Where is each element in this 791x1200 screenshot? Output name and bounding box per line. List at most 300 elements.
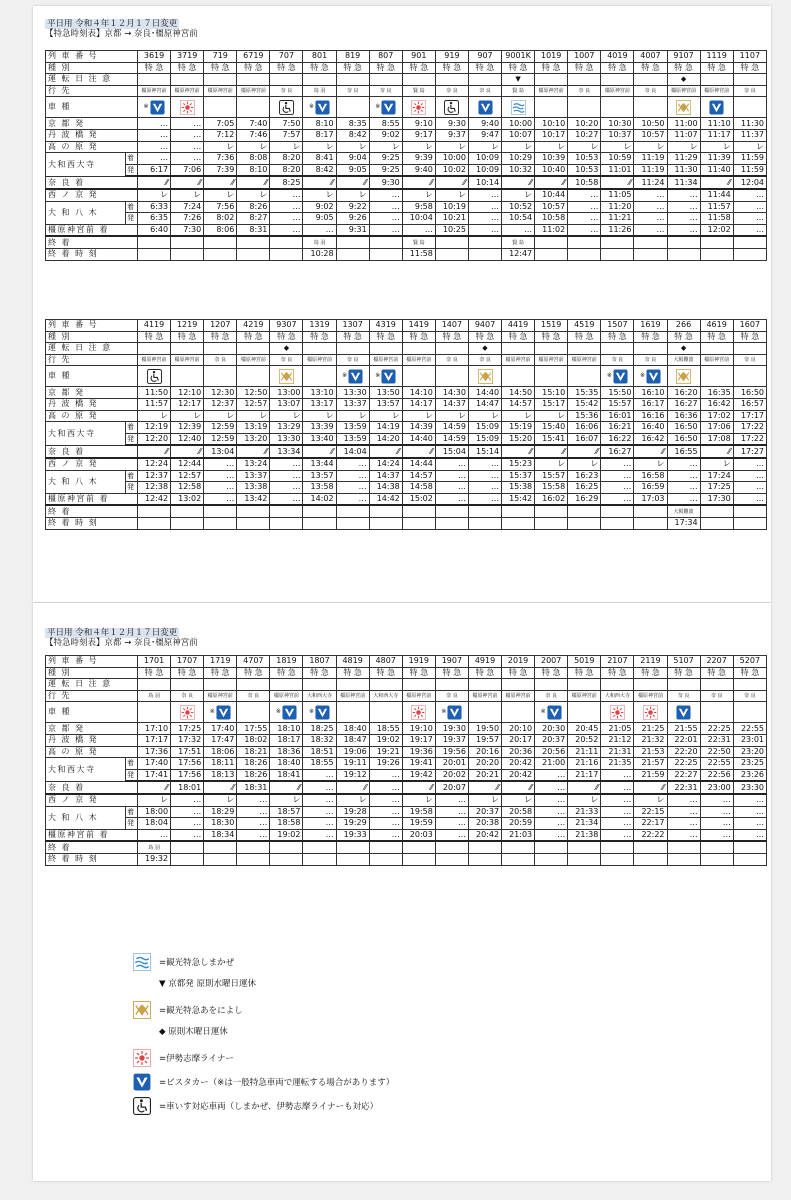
row-label-dest: 行 先 — [46, 85, 138, 97]
wheelchair-icon — [147, 369, 162, 384]
cell-tambabashi: 13:57 — [369, 398, 402, 410]
cell-kashihara: 18:34 — [204, 829, 237, 841]
cell-saidaiji_arr: 21:35 — [601, 758, 634, 770]
row-label-tambabashi: 丹 波 橋 発 — [46, 129, 138, 141]
cell-kinds: 特 急 — [634, 667, 667, 679]
cell-saidaiji_arr: 8:41 — [303, 153, 336, 165]
cell-dest: 橿原神宮前 — [336, 690, 369, 702]
cell-dest: 橿原神宮前 — [667, 85, 700, 97]
cell-takanohara: レ — [303, 410, 336, 422]
car-icons — [634, 705, 666, 720]
cell-kyoto: 20:30 — [535, 723, 568, 735]
cell-terminal — [237, 505, 270, 517]
cell-kyoto: 8:35 — [336, 118, 369, 130]
cell-notice — [435, 679, 468, 691]
cell-yagi_dep: … — [369, 818, 402, 830]
cell-terminal_time — [601, 853, 634, 865]
cell-tambabashi: 11:57 — [138, 398, 171, 410]
car-icons — [270, 705, 302, 720]
cell-saidaiji_dep: 17:08 — [700, 433, 733, 445]
cell-saidaiji_arr: 17:40 — [138, 758, 171, 770]
cell-trains: 1219 — [171, 320, 204, 332]
cell-kyoto: 8:10 — [303, 118, 336, 130]
cell-kashihara: 21:03 — [502, 829, 535, 841]
cell-notice — [435, 74, 468, 86]
cell-kinds: 特 急 — [700, 62, 733, 74]
cell-cars — [138, 366, 171, 387]
cell-nishinokyo: 11:05 — [601, 189, 634, 201]
cell-nara: ⁄⁄ — [270, 781, 303, 794]
timetable-page-1 — [33, 6, 771, 602]
cell-nara: 14:04 — [336, 445, 369, 458]
row-label-nara: 奈 良 着 — [46, 176, 138, 189]
row-dest — [46, 354, 767, 366]
cell-saidaiji_arr: 12:59 — [204, 422, 237, 434]
cell-kyoto: 10:30 — [601, 118, 634, 130]
cell-yagi_dep: … — [667, 213, 700, 225]
shimakaze-icon — [511, 100, 526, 115]
cell-nishinokyo: レ — [204, 189, 237, 201]
cell-tambabashi: 9:17 — [402, 129, 435, 141]
cell-saidaiji_dep: 11:59 — [733, 164, 766, 176]
cell-trains: 6719 — [237, 51, 270, 63]
cell-kinds: 特 急 — [402, 667, 435, 679]
cell-nishinokyo: … — [733, 794, 766, 806]
cell-yagi_arr: 8:26 — [237, 201, 270, 213]
cell-kyoto: 10:00 — [502, 118, 535, 130]
asterisk-mark: ※ — [309, 708, 315, 716]
cell-kinds: 特 急 — [601, 331, 634, 343]
cell-cars — [700, 97, 733, 118]
cell-saidaiji_dep: 9:25 — [369, 164, 402, 176]
cell-kinds: 特 急 — [435, 62, 468, 74]
cell-nara: … — [369, 781, 402, 794]
cell-trains: 1019 — [535, 51, 568, 63]
cell-trains: 2019 — [502, 656, 535, 668]
car-icons — [204, 705, 236, 720]
cell-terminal — [138, 505, 171, 517]
cell-notice: ◆ — [667, 74, 700, 86]
cell-dest: 橿原神宮前 — [468, 690, 501, 702]
row-label-kinds: 種 別 — [46, 331, 138, 343]
cell-saidaiji_arr: 16:40 — [634, 422, 667, 434]
cell-takanohara: 21:11 — [568, 746, 601, 758]
cell-yagi_dep: 15:58 — [535, 482, 568, 494]
asterisk-mark: ※ — [441, 708, 447, 716]
cell-kinds: 特 急 — [171, 331, 204, 343]
cell-yagi_dep: 10:04 — [402, 213, 435, 225]
cell-cars — [568, 97, 601, 118]
cell-kinds: 特 急 — [568, 667, 601, 679]
cell-notice — [336, 74, 369, 86]
cell-nara: 18:01 — [171, 781, 204, 794]
cell-notice — [733, 343, 766, 355]
cell-dest: 橿原神宮前 — [502, 690, 535, 702]
car-icons — [436, 100, 468, 115]
cell-terminal — [171, 505, 204, 517]
cell-kashihara: 11:02 — [535, 224, 568, 236]
cell-yagi_arr: … — [270, 201, 303, 213]
cell-terminal_time — [502, 517, 535, 529]
cell-yagi_arr: … — [369, 201, 402, 213]
row-label-yagi_arr: 大 和 八 木 — [46, 201, 126, 224]
cell-dest: 橿原神宮前 — [237, 354, 270, 366]
cell-terminal — [667, 841, 700, 853]
row-sub-saidaiji_dep: 発 — [126, 164, 138, 176]
cell-terminal_time — [468, 853, 501, 865]
cell-yagi_dep: 20:59 — [502, 818, 535, 830]
cell-saidaiji_dep: 14:20 — [369, 433, 402, 445]
cell-terminal — [634, 236, 667, 248]
row-trains — [46, 320, 767, 332]
cell-yagi_arr: 18:00 — [138, 806, 171, 818]
cell-cars — [171, 97, 204, 118]
cell-yagi_arr: 17:24 — [700, 470, 733, 482]
cell-terminal — [535, 841, 568, 853]
row-label-terminal: 終 着 — [46, 841, 138, 853]
row-saidaiji_dep — [46, 769, 767, 781]
cell-terminal — [138, 236, 171, 248]
cell-kashihara: … — [435, 829, 468, 841]
cell-yagi_dep: … — [171, 818, 204, 830]
cell-kashihara: 8:31 — [237, 224, 270, 236]
cell-kinds: 特 急 — [171, 667, 204, 679]
cell-terminal — [733, 841, 766, 853]
row-notice — [46, 343, 767, 355]
cell-yagi_arr: 12:37 — [138, 470, 171, 482]
cell-yagi_dep: … — [733, 482, 766, 494]
cell-nishinokyo: レ — [700, 458, 733, 470]
cell-dest: 鳥 羽 — [303, 85, 336, 97]
row-terminal — [46, 236, 767, 248]
cell-terminal_time: 19:32 — [138, 853, 171, 865]
cell-kashihara: … — [204, 493, 237, 505]
cell-notice — [369, 679, 402, 691]
cell-terminal_time — [237, 517, 270, 529]
row-takanohara — [46, 410, 767, 422]
cell-tambabashi: 22:01 — [667, 734, 700, 746]
cell-tambabashi: 12:57 — [237, 398, 270, 410]
cell-kinds: 特 急 — [700, 331, 733, 343]
cell-terminal_time — [634, 517, 667, 529]
asterisk-mark: ※ — [143, 103, 149, 111]
row-nara — [46, 176, 767, 189]
cell-kyoto: 15:35 — [568, 387, 601, 399]
cell-kyoto: 18:55 — [369, 723, 402, 735]
cell-yagi_dep: … — [634, 213, 667, 225]
cell-tambabashi: 16:57 — [733, 398, 766, 410]
cell-kinds: 特 急 — [369, 667, 402, 679]
cell-dest: 橿原神宮前 — [535, 85, 568, 97]
cell-kashihara: … — [138, 829, 171, 841]
cell-takanohara: レ — [700, 141, 733, 153]
cell-dest: 奈 良 — [667, 690, 700, 702]
cell-kyoto: 14:30 — [435, 387, 468, 399]
cell-tambabashi: 8:42 — [336, 129, 369, 141]
cell-yagi_arr: … — [667, 201, 700, 213]
cell-saidaiji_arr: 10:29 — [502, 153, 535, 165]
cell-terminal_time — [601, 248, 634, 260]
cell-takanohara: レ — [468, 141, 501, 153]
row-cars — [46, 366, 767, 387]
cell-cars — [502, 702, 535, 723]
row-label-terminal: 終 着 — [46, 236, 138, 248]
cell-nara: 13:34 — [270, 445, 303, 458]
cell-saidaiji_arr: 19:11 — [336, 758, 369, 770]
iseshima-liner-icon — [643, 705, 658, 720]
row-kashihara — [46, 829, 767, 841]
cell-terminal — [435, 505, 468, 517]
cell-terminal — [634, 841, 667, 853]
cell-terminal_time — [138, 248, 171, 260]
cell-kashihara: … — [733, 829, 766, 841]
cell-terminal_time — [535, 248, 568, 260]
cell-kashihara: 14:42 — [369, 493, 402, 505]
cell-yagi_dep: 11:21 — [601, 213, 634, 225]
cell-nishinokyo: 13:44 — [303, 458, 336, 470]
cell-takanohara: 19:06 — [336, 746, 369, 758]
cell-kyoto: 21:25 — [634, 723, 667, 735]
cell-nishinokyo: … — [369, 189, 402, 201]
cell-nishinokyo: 12:44 — [171, 458, 204, 470]
cell-yagi_arr: … — [568, 201, 601, 213]
cell-yagi_arr: 19:58 — [402, 806, 435, 818]
cell-notice — [402, 679, 435, 691]
vista-car-icon — [478, 100, 493, 115]
cell-kinds: 特 急 — [468, 331, 501, 343]
cell-yagi_arr: … — [237, 806, 270, 818]
cell-nara: ⁄⁄ — [204, 781, 237, 794]
cell-yagi_dep: 16:25 — [568, 482, 601, 494]
cell-saidaiji_arr: 17:22 — [733, 422, 766, 434]
cell-terminal — [733, 505, 766, 517]
cell-tambabashi: 12:37 — [204, 398, 237, 410]
cell-kashihara: 6:40 — [138, 224, 171, 236]
cell-yagi_arr: 21:33 — [568, 806, 601, 818]
cell-kashihara: … — [568, 224, 601, 236]
asterisk-mark: ※ — [209, 708, 215, 716]
cell-terminal — [435, 236, 468, 248]
cell-kyoto: 22:25 — [700, 723, 733, 735]
cell-saidaiji_arr: 21:57 — [634, 758, 667, 770]
cell-takanohara: レ — [336, 410, 369, 422]
cell-saidaiji_dep: 10:32 — [502, 164, 535, 176]
cell-terminal_time — [303, 517, 336, 529]
cell-yagi_arr: … — [468, 470, 501, 482]
cell-notice — [601, 343, 634, 355]
cell-nara: ⁄⁄ — [700, 445, 733, 458]
legend-item — [133, 1001, 243, 1019]
cell-dest: 橿原神宮前 — [601, 85, 634, 97]
cell-kashihara: … — [303, 224, 336, 236]
cell-trains: 3719 — [171, 51, 204, 63]
cell-saidaiji_arr: 11:29 — [667, 153, 700, 165]
cell-tambabashi: 23:01 — [733, 734, 766, 746]
cell-saidaiji_dep: 20:21 — [468, 769, 501, 781]
cell-yagi_dep: … — [369, 213, 402, 225]
cell-nishinokyo: 11:44 — [700, 189, 733, 201]
cell-tambabashi: 11:17 — [700, 129, 733, 141]
car-icons — [668, 705, 700, 720]
cell-nishinokyo: 14:44 — [402, 458, 435, 470]
cell-cars — [435, 702, 468, 723]
cell-notice — [171, 74, 204, 86]
cell-yagi_dep: 17:25 — [700, 482, 733, 494]
cell-saidaiji_dep: 13:59 — [336, 433, 369, 445]
cell-terminal_time — [138, 517, 171, 529]
cell-dest: 橿原神宮前 — [568, 354, 601, 366]
cell-kyoto: 10:10 — [535, 118, 568, 130]
row-label-notice: 運 転 日 注 意 — [46, 343, 138, 355]
cell-yagi_dep: … — [468, 482, 501, 494]
cell-kyoto: 15:50 — [601, 387, 634, 399]
asterisk-mark: ※ — [540, 708, 546, 716]
cell-terminal — [700, 505, 733, 517]
cell-yagi_arr: 14:57 — [402, 470, 435, 482]
cell-kashihara: 17:03 — [634, 493, 667, 505]
row-label-nara: 奈 良 着 — [46, 445, 138, 458]
cell-saidaiji_dep: 21:17 — [568, 769, 601, 781]
legend-item — [133, 1025, 228, 1037]
cell-saidaiji_dep: 13:40 — [303, 433, 336, 445]
cell-yagi_dep: … — [733, 213, 766, 225]
cell-kinds: 特 急 — [204, 667, 237, 679]
cell-kyoto: 16:35 — [700, 387, 733, 399]
cell-kashihara: 22:22 — [634, 829, 667, 841]
row-label-cars: 車 種 — [46, 97, 138, 118]
vista-car-icon — [348, 369, 363, 384]
cell-cars — [568, 366, 601, 387]
cell-trains: 1107 — [733, 51, 766, 63]
cell-takanohara: レ — [303, 141, 336, 153]
cell-kyoto: 9:10 — [402, 118, 435, 130]
cell-cars — [667, 366, 700, 387]
cell-yagi_dep: 19:59 — [402, 818, 435, 830]
row-label-trains: 列 車 番 号 — [46, 320, 138, 332]
cell-saidaiji_arr: 14:39 — [402, 422, 435, 434]
cell-kashihara: … — [435, 493, 468, 505]
cell-saidaiji_dep: 19:12 — [336, 769, 369, 781]
cell-takanohara: レ — [733, 141, 766, 153]
cell-tambabashi: 20:37 — [535, 734, 568, 746]
cell-kyoto: 19:50 — [468, 723, 501, 735]
cell-nara: ⁄⁄ — [303, 176, 336, 189]
cell-dest: 奈 良 — [601, 354, 634, 366]
cell-notice — [171, 343, 204, 355]
row-label-terminal_time: 終 着 時 刻 — [46, 248, 138, 260]
cell-notice — [634, 679, 667, 691]
aoniyoshi-icon — [279, 369, 294, 384]
cell-terminal_time — [204, 248, 237, 260]
cell-yagi_arr: … — [700, 806, 733, 818]
cell-trains: 4419 — [502, 320, 535, 332]
cell-nara: 20:07 — [435, 781, 468, 794]
cell-yagi_arr: … — [468, 201, 501, 213]
cell-dest: 大阪難波 — [667, 354, 700, 366]
cell-takanohara: 16:16 — [634, 410, 667, 422]
cell-saidaiji_dep: 9:05 — [336, 164, 369, 176]
cell-terminal — [336, 505, 369, 517]
cell-notice — [237, 679, 270, 691]
cell-tambabashi: 15:42 — [568, 398, 601, 410]
cell-cars — [733, 702, 766, 723]
cell-cars — [138, 702, 171, 723]
row-nara — [46, 445, 767, 458]
car-icons — [403, 100, 435, 115]
cell-yagi_arr: … — [667, 806, 700, 818]
cell-dest: 橿原神宮前 — [369, 354, 402, 366]
cell-takanohara: レ — [336, 141, 369, 153]
vista-car-icon — [150, 100, 165, 115]
cell-notice: ◆ — [468, 343, 501, 355]
cell-kyoto: 16:10 — [634, 387, 667, 399]
cell-dest: 橿原神宮前 — [700, 354, 733, 366]
car-icons — [138, 100, 170, 115]
cell-cars — [237, 702, 270, 723]
cell-kashihara: 13:42 — [237, 493, 270, 505]
row-yagi_arr — [46, 201, 767, 213]
cell-nishinokyo: レ — [568, 458, 601, 470]
cell-yagi_arr: … — [733, 470, 766, 482]
cell-nishinokyo: レ — [435, 189, 468, 201]
cell-kashihara: … — [667, 224, 700, 236]
cell-tambabashi: 7:46 — [237, 129, 270, 141]
cell-yagi_dep: … — [204, 482, 237, 494]
cell-saidaiji_dep: 18:26 — [237, 769, 270, 781]
cell-saidaiji_dep: … — [369, 769, 402, 781]
cell-terminal — [402, 841, 435, 853]
cell-tambabashi: 19:17 — [402, 734, 435, 746]
cell-saidaiji_dep: 12:40 — [171, 433, 204, 445]
timetable-1 — [45, 50, 767, 261]
cell-yagi_dep: 10:21 — [435, 213, 468, 225]
cell-cars — [468, 366, 501, 387]
cell-nara: ⁄⁄ — [171, 445, 204, 458]
cell-nishinokyo: … — [435, 794, 468, 806]
cell-yagi_arr: 10:52 — [502, 201, 535, 213]
cell-saidaiji_arr: 23:25 — [733, 758, 766, 770]
cell-nishinokyo: … — [601, 458, 634, 470]
cell-tambabashi: 14:47 — [468, 398, 501, 410]
cell-nishinokyo: … — [336, 458, 369, 470]
cell-nara: ⁄⁄ — [402, 781, 435, 794]
cell-yagi_dep: … — [667, 818, 700, 830]
cell-saidaiji_arr: 22:55 — [700, 758, 733, 770]
cell-trains: 1819 — [270, 656, 303, 668]
cell-saidaiji_arr: 15:40 — [535, 422, 568, 434]
cell-kinds: 特 急 — [402, 62, 435, 74]
cell-terminal — [435, 841, 468, 853]
row-takanohara — [46, 141, 767, 153]
cell-kinds: 特 急 — [667, 331, 700, 343]
cell-nara: 16:27 — [601, 445, 634, 458]
cell-cars — [303, 97, 336, 118]
cell-saidaiji_dep: 18:41 — [270, 769, 303, 781]
cell-saidaiji_arr: 12:19 — [138, 422, 171, 434]
cell-notice — [138, 343, 171, 355]
cell-terminal_time — [237, 248, 270, 260]
car-icons — [171, 705, 203, 720]
cell-notice — [733, 74, 766, 86]
cell-yagi_arr: … — [270, 470, 303, 482]
cell-saidaiji_dep: 17:56 — [171, 769, 204, 781]
cell-tambabashi: 9:47 — [468, 129, 501, 141]
iseshima-liner-icon — [133, 1049, 151, 1067]
cell-notice — [204, 74, 237, 86]
cell-trains: 5107 — [667, 656, 700, 668]
cell-yagi_dep: 14:38 — [369, 482, 402, 494]
cell-terminal_time — [733, 517, 766, 529]
